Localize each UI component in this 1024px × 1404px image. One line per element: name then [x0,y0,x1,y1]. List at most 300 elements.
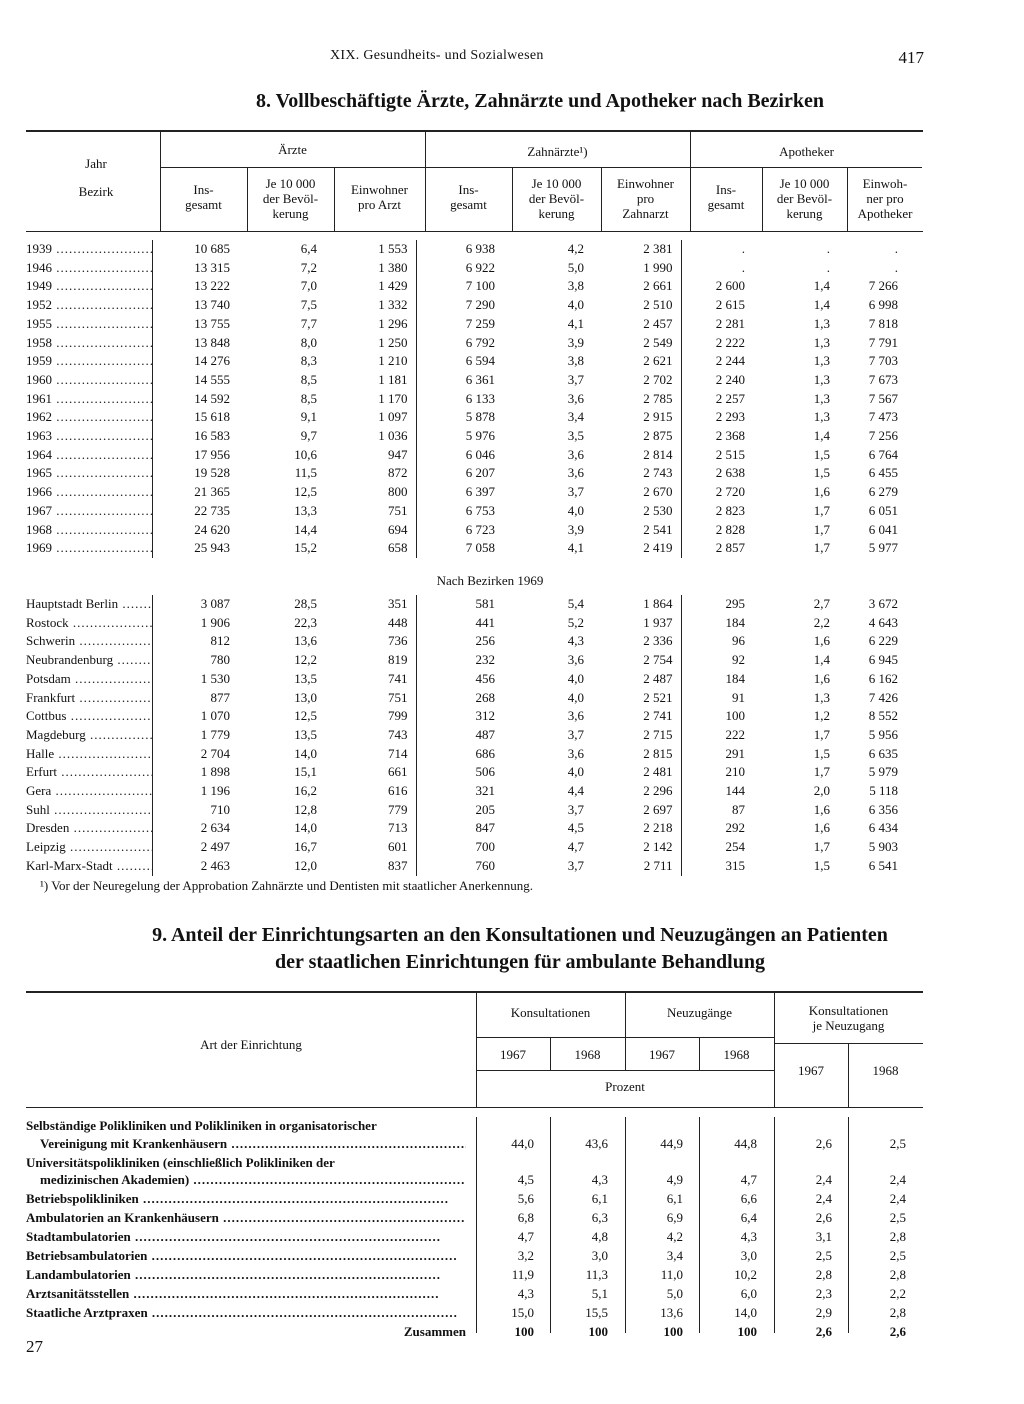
table-row [26,334,906,353]
table-cell: 3,6 [567,390,584,406]
table-cell: 1 097 [378,409,408,425]
table-cell: 4,8 [591,1229,608,1244]
table-row [26,1285,923,1303]
table-cell: 6 361 [416,371,503,390]
table-cell: 14,0 [294,820,317,836]
table8-title: 8. Vollbeschäftigte Ärzte, Zahnärzte und Apotheker nach Bezirken [256,90,824,112]
table-cell: 1,3 [813,689,830,705]
table-cell: 1 898 [152,763,238,782]
table-row [26,259,906,278]
table-cell: 2,5 [889,1135,906,1151]
table-cell: 658 [388,540,408,556]
table-cell: 3,7 [567,857,584,873]
row-label: Arztsanitätsstellen ..... [26,1285,466,1303]
table-cell: 1 250 [378,334,408,350]
table-cell: 2,2 [889,1286,906,1301]
table-cell: 4,0 [567,670,584,686]
table-cell: 5,4 [567,596,584,611]
table-cell: 13 222 [152,277,238,296]
table-cell: 1,4 [813,652,830,668]
table-cell: 3,7 [567,801,584,817]
table-row [26,464,906,483]
table-cell: 7 290 [416,296,503,315]
table-cell: 6 162 [868,670,898,686]
table-cell: 3,1 [815,1229,832,1244]
table-cell: 2 281 [681,315,753,334]
table-cell: 8,3 [300,353,317,369]
table-cell: 780 [152,651,238,670]
table-cell: 14 276 [152,352,238,371]
table-cell: 13,3 [294,502,317,518]
table-cell: 7,7 [300,315,317,331]
table-cell: 1,3 [813,409,830,425]
table-cell: 6,3 [591,1210,608,1225]
table8-footnote: ¹) Vor der Neuregelung der Approbation Zahnärzte und Dentisten mit staatlicher Anerkennung. [40,878,533,893]
table-cell: 6 133 [416,390,503,409]
table-cell: 3 672 [868,596,898,611]
table-cell: 3,4 [567,409,584,425]
table-cell: 14,0 [734,1305,757,1320]
table-cell: 96 [681,632,753,651]
table-cell: 210 [681,763,753,782]
table-cell: . [894,259,898,275]
table-cell: 312 [416,707,503,726]
year-1967: 1967 [500,1047,526,1062]
table-cell: 351 [388,596,408,611]
table-cell: 799 [388,708,408,724]
table-cell: 100 [514,1324,534,1339]
table-cell: 4,7 [740,1172,757,1187]
row-label: Hauptstadt Berlin ..... [26,595,152,614]
table-cell: 1 937 [643,614,673,630]
table-cell: 3,6 [567,745,584,761]
table-cell: 1,5 [813,446,830,462]
table-cell: 14 592 [152,390,238,409]
table-cell: 15,2 [294,540,317,556]
table-cell: 6 938 [416,240,503,259]
table-row [26,483,906,502]
table8-header [26,132,923,231]
table-cell: 2 487 [643,670,673,686]
table-cell: 4,2 [666,1229,683,1244]
table-cell: 2 823 [681,502,753,521]
table-cell: 2 244 [681,352,753,371]
row-label: 1967 ..... [26,502,152,521]
table-cell: 2,6 [815,1210,832,1225]
table-cell: 8,0 [300,334,317,350]
table-cell: 743 [388,726,408,742]
year-1968: 1968 [872,1063,899,1078]
table-cell: 17 956 [152,446,238,465]
table-cell: 4,3 [567,633,584,649]
table-cell: 2,9 [815,1305,832,1320]
table-row [26,446,906,465]
table-cell: 2,6 [889,1324,906,1339]
table-cell: 760 [416,857,503,876]
table-cell: 2,8 [889,1229,906,1244]
table-row [26,296,906,315]
col-zahnaerzte-je10000: Je 10 000 der Bevöl- kerung [528,176,585,221]
table-cell: 4,9 [666,1172,683,1187]
table-cell: 6 041 [868,521,898,537]
table-cell: 2,4 [889,1172,906,1187]
table-cell: 321 [416,782,503,801]
row-label: Vereinigung mit Krankenhäusern ..... [40,1135,466,1153]
year-1967: 1967 [649,1047,675,1062]
table-cell: 2 857 [681,539,753,558]
row-label: Potsdam ..... [26,670,152,689]
table9-stub-header: Art der Einrichtung [200,1037,302,1052]
row-label: Neubrandenburg ..... [26,651,152,670]
table-cell: 3,5 [567,428,584,444]
table-cell: 184 [681,670,753,689]
table-cell: 5 956 [868,726,898,742]
table-row [26,595,906,614]
table-cell: 1,3 [813,390,830,406]
table-cell: 1,7 [813,726,830,742]
table-cell: 2,5 [815,1248,832,1263]
table-cell: 44,8 [734,1135,757,1151]
table-cell: 7 256 [868,428,898,444]
table-cell: 14,4 [294,521,317,537]
table-cell: 2 481 [643,764,673,780]
col-apotheker-insgesamt: Ins- gesamt [707,182,745,212]
table-cell: 741 [388,670,408,686]
table-cell: 13 755 [152,315,238,334]
table-cell: 2,4 [815,1191,832,1206]
table-cell: 2 785 [643,390,673,406]
table-cell: 1 864 [643,596,673,611]
table-cell: 2 515 [681,446,753,465]
table-cell: 1,2 [813,708,830,724]
table-cell: 4,0 [567,764,584,780]
table-cell: 5 878 [416,408,503,427]
table-cell: 6 434 [868,820,898,836]
table-cell: 15,1 [294,764,317,780]
table-row [26,1117,923,1152]
table-cell: 2 875 [643,428,673,444]
table-cell: 1,4 [813,278,830,294]
table-cell: 5,6 [517,1191,534,1206]
table-cell: 1,5 [813,465,830,481]
table-cell: 1 070 [152,707,238,726]
table-row [26,352,906,371]
table-cell: 2,7 [813,596,830,611]
table-cell: 2 381 [643,241,673,256]
table-cell: 16,2 [294,783,317,799]
table-cell: 222 [681,726,753,745]
table-cell: 2 463 [152,857,238,876]
table-cell: 7 100 [416,277,503,296]
row-label: Zusammen [403,1324,466,1339]
table8-years [26,240,907,558]
table-cell: 2 715 [643,726,673,742]
table-row [26,427,906,446]
table-cell: 6,9 [666,1210,683,1225]
table-cell: 100 [588,1324,608,1339]
table-cell: 12,0 [294,857,317,873]
table-cell: 92 [681,651,753,670]
table-cell: 1,7 [813,764,830,780]
table-cell: 13,6 [660,1305,683,1320]
table-cell: 2 704 [152,745,238,764]
col-apotheker-je10000: Je 10 000 der Bevöl- kerung [776,176,833,221]
table-cell: 2 634 [152,819,238,838]
table-cell: 295 [681,595,753,614]
table-row [26,502,906,521]
row-label: Suhl ..... [26,801,152,820]
row-label: Schwerin ..... [26,632,152,651]
table-cell: 15 618 [152,408,238,427]
table-cell: 205 [416,801,503,820]
table-cell: 1,7 [813,502,830,518]
table-cell: 91 [681,689,753,708]
table-cell: 3,0 [591,1248,608,1263]
table-cell: 232 [416,651,503,670]
table-row [26,726,906,745]
col-zahnaerzte-insgesamt: Ins- gesamt [450,182,487,212]
table-cell: . [894,241,898,256]
table-cell: . [826,241,830,256]
table-row [26,819,906,838]
table-cell: 13,5 [294,670,317,686]
table-cell: 6,4 [740,1210,757,1225]
table-cell: 5,2 [567,614,584,630]
table-cell: 1,7 [813,540,830,556]
table-cell: 2,3 [815,1286,832,1301]
table-cell: 1,6 [813,820,830,836]
table-cell: 1,4 [813,297,830,313]
year-1968: 1968 [723,1047,750,1062]
table-cell: 144 [681,782,753,801]
table-cell: 7,5 [300,297,317,313]
table-cell: 2,6 [815,1135,832,1151]
table-cell: 100 [737,1324,757,1339]
table-cell: 12,5 [294,708,317,724]
table-cell: 12,8 [294,801,317,817]
table-cell: 1,5 [813,857,830,873]
table-cell: 19 528 [152,464,238,483]
table-row [26,521,906,540]
table-cell: 6 764 [868,446,898,462]
table-cell: 3,6 [567,708,584,724]
table-cell: 6 792 [416,334,503,353]
table-cell: 2 702 [643,371,673,387]
table-cell: 7 058 [416,539,503,558]
table-row [26,801,906,820]
col-aerzte-je10000: Je 10 000 der Bevöl- kerung [262,176,319,221]
table-cell: 6 046 [416,446,503,465]
table-cell: 2 754 [643,652,673,668]
row-label: Betriebsambulatorien ..... [26,1247,466,1265]
table-cell: 1,7 [813,521,830,537]
table-cell: 6 279 [868,484,898,500]
table-row [26,1228,923,1246]
table-cell: 686 [416,745,503,764]
table-cell: 2 368 [681,427,753,446]
col-einwohner-pro-apotheker: Einwoh- ner pro Apotheker [857,176,913,221]
table-cell: 779 [388,801,408,817]
table-row [26,315,906,334]
row-label: Ambulatorien an Krankenhäusern ..... [26,1209,466,1227]
table-cell: 2 615 [681,296,753,315]
table-cell: 2,8 [889,1305,906,1320]
table-cell: 6,1 [591,1191,608,1206]
table-cell: 7 473 [868,409,898,425]
table-cell: 6 356 [868,801,898,817]
group-konsultationen-je-neuzugang: Konsultationen je Neuzugang [808,1003,889,1033]
table-cell: 2,2 [813,614,830,630]
table-cell: 2,0 [813,783,830,799]
table-cell: 11,3 [585,1267,608,1282]
table-cell: 2 240 [681,371,753,390]
table-cell: 441 [416,614,503,633]
table-row [26,1266,923,1284]
table-cell: 2 815 [643,745,673,761]
table-cell: 7 791 [868,334,898,350]
table-cell: 7,2 [300,259,317,275]
table-cell: 2 814 [643,446,673,462]
table-cell: 7 426 [868,689,898,705]
row-label: 1966 ..... [26,483,152,502]
table-cell: 3,4 [666,1248,683,1263]
table-cell: 4,3 [591,1172,608,1187]
table-cell: 2 720 [681,483,753,502]
table-row [26,1209,923,1227]
table-cell: 1 429 [378,278,408,294]
table-row [26,1304,923,1322]
table-cell: 694 [388,521,408,537]
table-cell: 2,5 [889,1210,906,1225]
table-cell: 2 296 [643,783,673,799]
table-row [26,1190,923,1208]
table-cell: 1,6 [813,801,830,817]
table-cell: 28,5 [294,596,317,611]
table-cell: 13,6 [294,633,317,649]
table-cell: 291 [681,745,753,764]
table-cell: 2,4 [815,1172,832,1187]
row-label: 1965 ..... [26,464,152,483]
chapter-heading: XIX. Gesundheits- und Sozialwesen [330,48,544,63]
row-label: Leipzig ..... [26,838,152,857]
row-label: Dresden ..... [26,819,152,838]
table-cell: 2 257 [681,390,753,409]
table-cell: 14,0 [294,745,317,761]
table-cell: 2 530 [643,502,673,518]
table-cell: 10 685 [152,240,238,259]
table-cell: 7 818 [868,315,898,331]
row-label: 1946 ..... [26,259,152,278]
table-cell: 2 497 [152,838,238,857]
table-row [26,707,906,726]
table-cell: 43,6 [585,1135,608,1151]
table-cell: 44,9 [660,1135,683,1151]
table-row [26,651,906,670]
table-cell: 837 [388,857,408,873]
table-cell: 16,7 [294,839,317,855]
table-row [26,277,906,296]
table-cell: 9,1 [300,409,317,425]
table-cell: 6 455 [868,465,898,481]
table-cell: 4 643 [868,614,898,630]
row-label: Halle ..... [26,745,152,764]
table-cell: 44,0 [511,1135,534,1151]
col-einwohner-pro-arzt: Einwohner pro Arzt [350,182,409,212]
table-cell: 6,0 [740,1286,757,1301]
table-cell: . [681,240,753,259]
table-cell: 7 673 [868,371,898,387]
table-cell: 4,0 [567,502,584,518]
table-cell: 5 979 [868,764,898,780]
table-cell: 12,2 [294,652,317,668]
table-cell: 1 036 [378,428,408,444]
table-cell: 5,0 [666,1286,683,1301]
table-row [26,632,906,651]
row-label: 1960 ..... [26,371,152,390]
row-label: Landambulatorien ..... [26,1266,466,1284]
table-cell: 661 [388,764,408,780]
table-cell: 7 703 [868,353,898,369]
table-cell: 6 945 [868,652,898,668]
table9-body [26,1117,923,1339]
table-cell: 292 [681,819,753,838]
table-row [26,371,906,390]
table-cell: 1 196 [152,782,238,801]
table-cell: 2 621 [643,353,673,369]
districts-subheading: Nach Bezirken 1969 [436,573,544,588]
row-label: Rostock ..... [26,614,152,633]
row-label: 1968 ..... [26,521,152,540]
group-aerzte: Ärzte [278,142,307,157]
row-label: 1958 ..... [26,334,152,353]
table-cell: 2 521 [643,689,673,705]
table-cell: 3,7 [567,484,584,500]
table-cell: 5,0 [567,259,584,275]
table-cell: 2 457 [643,315,673,331]
table-row [26,1154,923,1189]
row-label: Karl-Marx-Stadt ..... [26,857,152,876]
table-cell: 2 293 [681,408,753,427]
table-cell: 2,8 [889,1267,906,1282]
table-cell: 22,3 [294,614,317,630]
table-cell: 2 661 [643,278,673,294]
table-cell: 21 365 [152,483,238,502]
table-cell: 13 315 [152,259,238,278]
table-cell: 13,0 [294,689,317,705]
table-cell: 1,3 [813,353,830,369]
table-cell: 24 620 [152,521,238,540]
table-cell: 1 530 [152,670,238,689]
table-cell: 11,0 [660,1267,683,1282]
table8-header-rule [26,231,923,232]
table-cell: 812 [152,632,238,651]
table-cell: 6,1 [666,1191,683,1206]
table-cell: 1 380 [378,259,408,275]
table-cell: 100 [663,1324,683,1339]
table-cell: 581 [416,595,503,614]
table-cell: 506 [416,763,503,782]
table-cell: 8 552 [868,708,898,724]
table-cell: 601 [388,839,408,855]
table-cell: 6 051 [868,502,898,518]
row-label: Erfurt ..... [26,763,152,782]
table-cell: 2,6 [815,1324,832,1339]
table-cell: 6,4 [300,241,317,256]
table-cell: 6 723 [416,521,503,540]
stub-header-bezirk: Bezirk [78,184,114,199]
table-cell: 1 779 [152,726,238,745]
table-cell: 4,4 [567,783,584,799]
